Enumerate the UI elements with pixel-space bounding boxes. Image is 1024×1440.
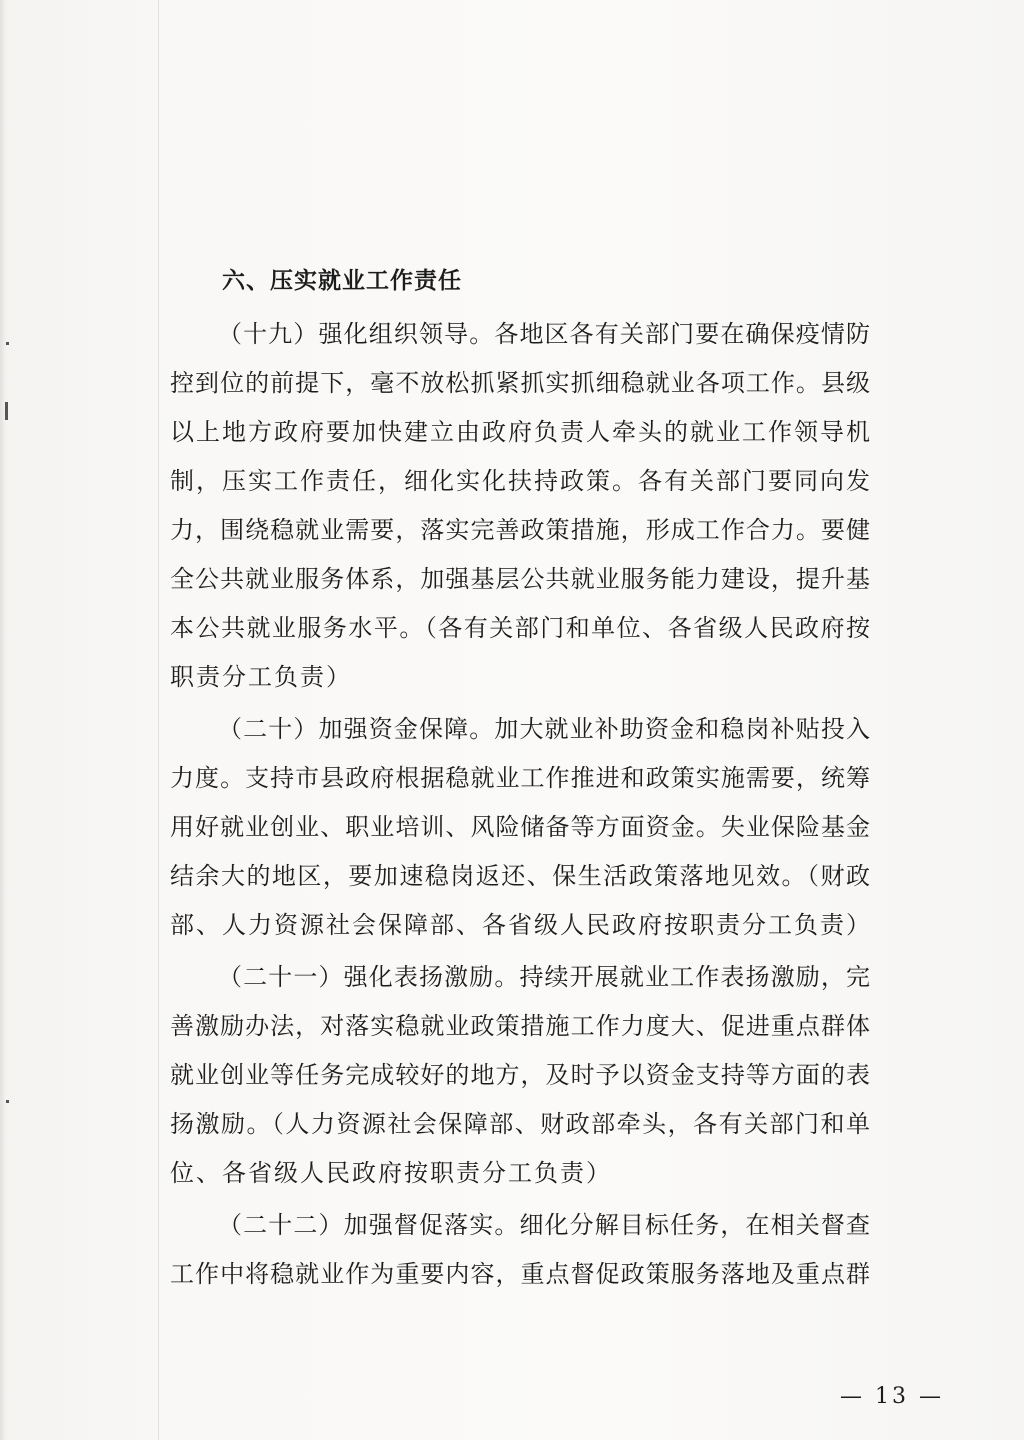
text-line: （十九）强化组织领导。各地区各有关部门要在确保疫情防 bbox=[218, 320, 870, 348]
text-line: （二十一）强化表扬激励。持续开展就业工作表扬激励，完 bbox=[218, 963, 870, 991]
scan-speck bbox=[6, 342, 9, 345]
text-line: 力，围绕稳就业需要，落实完善政策措施，形成工作合力。要健 bbox=[170, 516, 870, 544]
text-line: 制，压实工作责任，细化实化扶持政策。各有关部门要同向发 bbox=[170, 467, 870, 495]
scan-speck bbox=[6, 1100, 9, 1103]
text-line: 全公共就业服务体系，加强基层公共就业服务能力建设，提升基 bbox=[170, 565, 870, 593]
text-line: 力度。支持市县政府根据稳就业工作推进和政策实施需要，统筹 bbox=[170, 764, 870, 792]
scan-edge-shadow bbox=[0, 0, 6, 1440]
scan-speck bbox=[5, 402, 8, 420]
section-heading: 六、压实就业工作责任 bbox=[222, 268, 462, 294]
text-line: （二十二）加强督促落实。细化分解目标任务，在相关督查 bbox=[218, 1211, 870, 1239]
text-line: （二十）加强资金保障。加大就业补助资金和稳岗补贴投入 bbox=[218, 715, 870, 743]
text-line: 以上地方政府要加快建立由政府负责人牵头的就业工作领导机 bbox=[170, 418, 870, 446]
text-line: 部、人力资源社会保障部、各省级人民政府按职责分工负责） bbox=[170, 911, 870, 939]
text-line: 控到位的前提下，毫不放松抓紧抓实抓细稳就业各项工作。县级 bbox=[170, 369, 870, 397]
text-line: 结余大的地区，要加速稳岗返还、保生活政策落地见效。（财政 bbox=[170, 862, 870, 890]
text-line: 工作中将稳就业作为重要内容，重点督促政策服务落地及重点群 bbox=[170, 1260, 870, 1288]
text-line: 就业创业等任务完成较好的地方，及时予以资金支持等方面的表 bbox=[170, 1061, 870, 1089]
text-line: 本公共就业服务水平。（各有关部门和单位、各省级人民政府按 bbox=[170, 614, 870, 642]
page-number: — 13 — bbox=[840, 1384, 944, 1409]
margin-rule bbox=[158, 0, 159, 1440]
text-line: 职责分工负责） bbox=[170, 663, 352, 691]
text-line: 善激励办法，对落实稳就业政策措施工作力度大、促进重点群体 bbox=[170, 1012, 870, 1040]
text-line: 位、各省级人民政府按职责分工负责） bbox=[170, 1159, 612, 1187]
text-line: 扬激励。（人力资源社会保障部、财政部牵头，各有关部门和单 bbox=[170, 1110, 870, 1138]
text-line: 用好就业创业、职业培训、风险储备等方面资金。失业保险基金 bbox=[170, 813, 870, 841]
